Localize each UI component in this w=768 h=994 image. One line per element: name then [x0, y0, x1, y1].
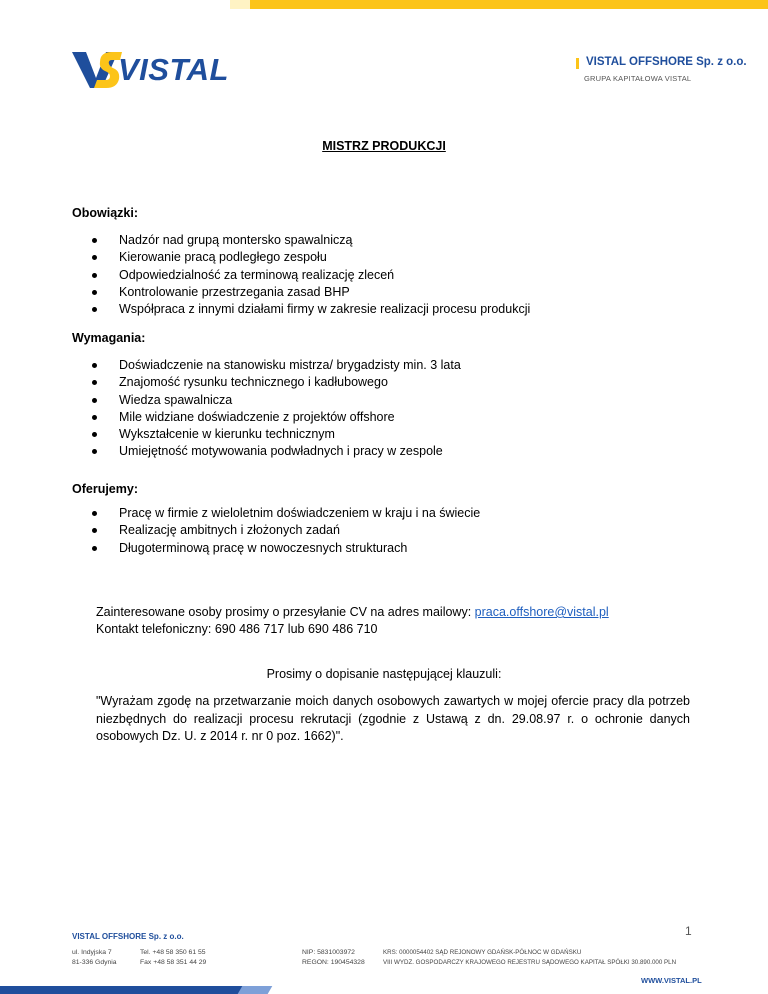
offer-list — [90, 505, 480, 557]
top-decor-band — [250, 0, 768, 9]
list-item: Kontrolowanie przestrzegania zasad BHP — [90, 284, 530, 301]
footer-registry — [383, 948, 676, 967]
footer-krs-line2: VIII WYDZ. GOSPODARCZY KRAJOWEGO REJESTRU SĄDOWEGO KAPITAŁ SPÓŁKI 30.890.000 PLN — [383, 958, 677, 966]
footer-address — [72, 948, 117, 967]
cv-line — [96, 604, 609, 621]
list-item: Wykształcenie w kierunku technicznym — [90, 426, 461, 443]
consent-clause: "Wyrażam zgodę na przetwarzanie moich danych osobowych zawartych w mojej ofercie pracy dla potrzeb niezbędnych do realizacji procesu rekrutacji (zgodnie z Ustawą z dn. 29.08.97 r. o ochronie danych osobowych Dz. U. z 2014 r. nr 0 poz. 1662)". — [96, 694, 690, 743]
requirements-heading: Wymagania: — [72, 331, 146, 345]
list-item: Współpraca z innymi działami firmy w zakresie realizacji procesu produkcji — [90, 301, 530, 318]
footer-tel: Tel. +48 58 350 61 55 — [140, 949, 206, 956]
company-name: VISTAL OFFSHORE Sp. z o.o. — [586, 56, 747, 68]
email-link[interactable]: praca.offshore@vistal.pl — [474, 605, 609, 619]
logo-wordmark: VISTAL — [118, 52, 229, 87]
phone-line: Kontakt telefoniczny: 690 486 717 lub 690 486 710 — [96, 622, 378, 636]
company-group: GRUPA KAPITAŁOWA VISTAL — [584, 74, 692, 83]
list-item: Realizację ambitnych i złożonych zadań — [90, 522, 480, 539]
footer-regon: REGON: 190454328 — [302, 958, 365, 966]
requirements-list — [90, 357, 461, 461]
duties-list — [90, 232, 530, 318]
footer-fax: Fax +48 58 351 44 29 — [140, 958, 207, 966]
footer-nip: NIP: 5831003972 — [302, 949, 355, 956]
list-item: Kierowanie pracą podległego zespołu — [90, 249, 530, 266]
clause-request: Prosimy o dopisanie następującej klauzuli: — [266, 667, 502, 681]
footer-website-link[interactable]: WWW.VISTAL.PL — [641, 976, 702, 985]
list-item: Długoterminową pracę w nowoczesnych strukturach — [90, 540, 480, 557]
footer-address-line2: 81-336 Gdynia — [72, 958, 117, 966]
bottom-decor-band — [0, 986, 250, 994]
list-item: Pracę w firmie z wieloletnim doświadczeniem w kraju i na świecie — [90, 505, 480, 522]
company-accent-bar — [576, 58, 579, 69]
footer-ids — [302, 948, 365, 967]
page-title: MISTRZ PRODUKCJI — [322, 139, 446, 153]
offer-heading: Oferujemy: — [72, 482, 138, 496]
bottom-decor-band-light — [238, 986, 273, 994]
cv-text: Zainteresowane osoby prosimy o przesyłanie CV na adres mailowy: — [96, 605, 475, 619]
footer-company: VISTAL OFFSHORE Sp. z o.o. — [72, 932, 184, 941]
footer-address-line1: ul. Indyjska 7 — [72, 949, 112, 956]
duties-heading: Obowiązki: — [72, 206, 138, 220]
list-item: Doświadczenie na stanowisku mistrza/ brygadzisty min. 3 lata — [90, 357, 461, 374]
list-item: Wiedza spawalnicza — [90, 392, 461, 409]
list-item: Mile widziane doświadczenie z projektów offshore — [90, 409, 461, 426]
footer-krs-line1: KRS: 0000054402 SĄD REJONOWY GDAŃSK-PÓŁNOC W GDAŃSKU — [383, 949, 582, 956]
contact-info — [96, 604, 609, 638]
footer-phones — [140, 948, 206, 967]
list-item: Umiejętność motywowania podwładnych i pracy w zespole — [90, 443, 461, 460]
page-number: 1 — [685, 924, 692, 938]
list-item: Znajomość rysunku technicznego i kadłubowego — [90, 374, 461, 391]
list-item: Nadzór nad grupą montersko spawalniczą — [90, 232, 530, 249]
list-item: Odpowiedzialność za terminową realizację zleceń — [90, 267, 530, 284]
